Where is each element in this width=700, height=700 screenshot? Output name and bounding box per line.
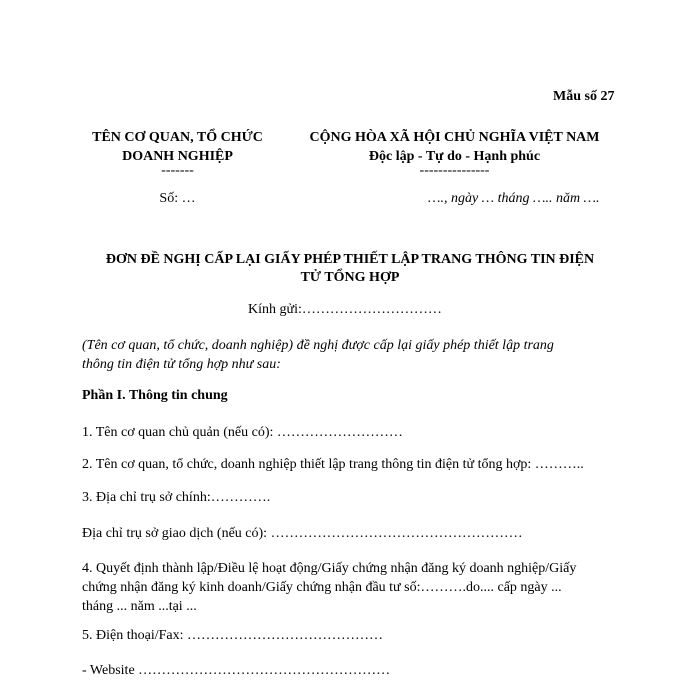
item-1: 1. Tên cơ quan chủ quản (nếu có): ……………………… xyxy=(82,425,403,440)
item-4-line2: chứng nhận đăng ký kinh doanh/Giấy chứng nhận đầu tư số:……….do.... cấp ngày ... xyxy=(82,580,562,595)
agency-name-line1: TÊN CƠ QUAN, TỔ CHỨC xyxy=(92,130,263,145)
intro-line1: (Tên cơ quan, tổ chức, doanh nghiệp) đề nghị được cấp lại giấy phép thiết lập trang xyxy=(82,338,554,353)
recipient-line: Kính gửi:………………………… xyxy=(248,302,442,317)
national-motto: Độc lập - Tự do - Hạnh phúc xyxy=(368,149,541,164)
item-4-line1: 4. Quyết định thành lập/Điều lệ hoạt động/Giấy chứng nhận đăng ký doanh nghiệp/Giấy xyxy=(82,561,577,576)
item-4-line3: tháng ... năm ...tại ... xyxy=(82,599,197,614)
agency-name-header xyxy=(70,128,285,176)
item-2: 2. Tên cơ quan, tổ chức, doanh nghiệp thiết lập trang thông tin điện tử tổng hợp: ……….. xyxy=(82,457,584,472)
item-4 xyxy=(82,559,642,616)
agency-rule: ------- xyxy=(161,163,194,178)
national-header xyxy=(282,128,627,176)
national-title: CỘNG HÒA XÃ HỘI CHỦ NGHĨA VIỆT NAM xyxy=(309,130,600,145)
item-3-transaction-address: Địa chỉ trụ sở giao dịch (nếu có): ……………………………………………… xyxy=(82,526,523,541)
form-number: Mẫu số 27 xyxy=(553,89,615,104)
document-number: Số: … xyxy=(159,191,196,206)
document-title xyxy=(70,251,630,287)
intro-paragraph xyxy=(82,336,622,374)
document-title-line1: ĐƠN ĐỀ NGHỊ CẤP LẠI GIẤY PHÉP THIẾT LẬP TRANG THÔNG TIN ĐIỆN xyxy=(105,252,595,267)
intro-line2: thông tin điện tử tổng hợp như sau: xyxy=(82,357,281,372)
national-rule: --------------- xyxy=(419,163,490,178)
document-date: …., ngày … tháng ….. năm …. xyxy=(428,191,600,206)
item-5: 5. Điện thoại/Fax: …………………………………… xyxy=(82,628,383,643)
section1-heading: Phần I. Thông tin chung xyxy=(82,388,228,403)
document-title-line2: TỬ TỔNG HỢP xyxy=(300,270,400,285)
agency-name-line2: DOANH NGHIỆP xyxy=(122,149,233,164)
item-6-website: - Website ……………………………………………… xyxy=(82,663,391,678)
item-3: 3. Địa chỉ trụ sở chính:…………. xyxy=(82,490,271,505)
